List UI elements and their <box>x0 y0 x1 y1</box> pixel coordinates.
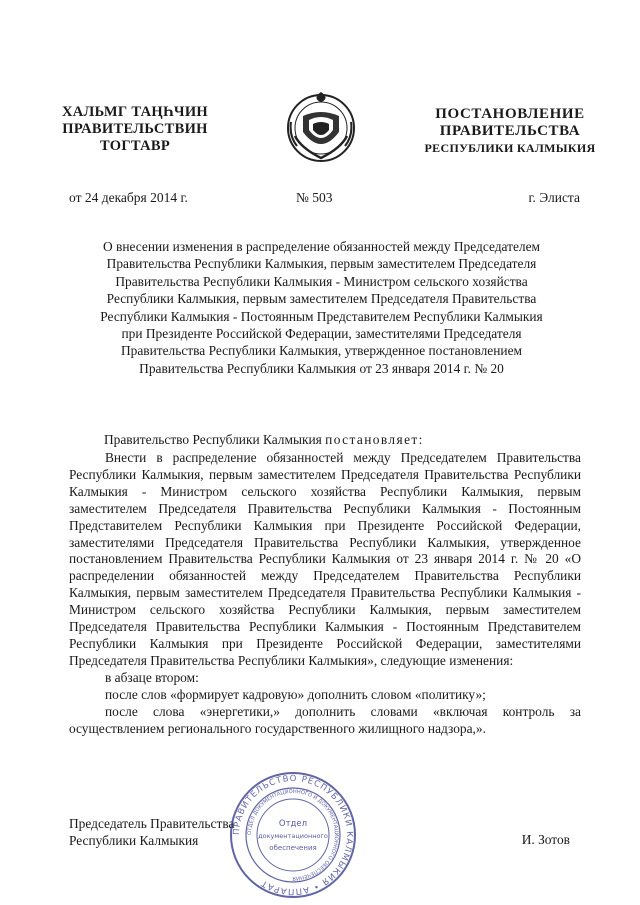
change-item-3: после слова «энергетики,» дополнить словами «включая контроль за осуществлением регионального государственного жилищного надзора,». <box>69 703 581 736</box>
subject-line: Республики Калмыкия, первым заместителем Председателя Правительства <box>106 291 537 307</box>
change-item-2: после слов «формирует кадровую» дополнить словом «политику»; <box>105 686 486 702</box>
subject-line: Правительства Республики Калмыкия, первым заместителем Председателя <box>106 256 537 272</box>
header-right-subtitle: ПРАВИТЕЛЬСТВА <box>439 123 581 139</box>
header-right-subtitle-2: РЕСПУБЛИКИ КАЛМЫКИЯ <box>424 141 596 155</box>
coat-of-arms-emblem-icon <box>281 86 361 170</box>
document-subject <box>64 238 579 377</box>
header-left-line-1: ХАЛЬМГ ТАҢҺЧИН <box>61 104 209 120</box>
main-paragraph: Внести в распределение обязанностей между Председателем Правительства Республики Калмыкия, первым заместителем Председателя Правительства Республики Калмыкия - Министром сельского хозяйства Республики Калмыкия, первым заместителем Председателя Правительства Республики Калмыкия - Постоянным Представителем Республики Калмыкия при Президенте Российской Федерации, заместителями Председателя Правительства Республики Калмыкия, утвержденное постановлением Правительства Республики Калмыкия от 23 января 2014 г. № 20 «О распределении обязанностей между Председателем Правительства Республики Калмыкия, первым заместителем Председателя Правительства Республики Калмыкия - Министром сельского хозяйства Республики Калмыкия, первым заместителем Председателя Правительства Республики Калмыкия - Постоянным Представителем Республики Калмыкия при Президенте Российской Федерации, заместителями Председателя Правительства Республики Калмыкия», следующие изменения: <box>69 450 581 668</box>
resolution-intro <box>104 432 424 448</box>
stamp-center-line-1: Отдел <box>278 819 308 829</box>
header-left-line-3: ТОГТАВР <box>99 138 171 154</box>
header-kalmyk-title <box>40 104 230 155</box>
signatory-title-line-2: Республики Калмыкия <box>69 833 199 848</box>
subject-line: Правительства Республики Калмыкия, утвержденное постановлением <box>120 343 523 359</box>
subject-line: при Президенте Российской Федерации, заместителями Председателя <box>121 326 522 342</box>
resolution-body <box>69 450 581 737</box>
subject-line: Правительства Республики Калмыкия от 23 января 2014 г. № 20 <box>139 360 504 376</box>
stamp-ring-text: ПРАВИТЕЛЬСТВО РЕСПУБЛИКИ КАЛМЫКИЯ • АППАРАТ <box>231 773 355 897</box>
signatory-title-line-1: Председатель Правительства <box>69 816 235 831</box>
subject-line: Правительства Республики Калмыкия - Министром сельского хозяйства <box>115 273 528 289</box>
subject-line: О внесении изменения в распределение обязанностей между Председателем <box>102 239 541 254</box>
stamp-inner-ring-text: ОТДЕЛ ДОКУМЕНТАЦИОННОГО И ДОКУМЕНТАЦИОННОГО ОБЕСПЕЧЕНИЯ <box>246 788 340 882</box>
document-city: г. Элиста <box>528 190 580 205</box>
header-right-title: ПОСТАНОВЛЕНИЕ <box>435 106 585 122</box>
change-item-1: в абзаце втором: <box>105 669 199 685</box>
stamp-center-line-3: обеспечения <box>269 844 317 852</box>
stamp-center-line-2: документационного <box>258 832 328 840</box>
header-russian-title <box>390 106 630 157</box>
official-stamp-seal <box>228 770 358 900</box>
signatory-title <box>69 815 234 849</box>
document-number: № 503 <box>296 190 333 205</box>
intro-prefix: Правительство Республики Калмыкия <box>104 432 326 447</box>
subject-line: Республики Калмыкия - Постоянным Представителем Республики Калмыкия <box>100 308 543 324</box>
header-left-line-2: ПРАВИТЕЛЬСТВИН <box>62 121 208 137</box>
intro-resolves-word: постановляет: <box>325 432 424 447</box>
document-date: от 24 декабря 2014 г. <box>69 190 188 205</box>
signatory-name: И. Зотов <box>521 832 570 847</box>
